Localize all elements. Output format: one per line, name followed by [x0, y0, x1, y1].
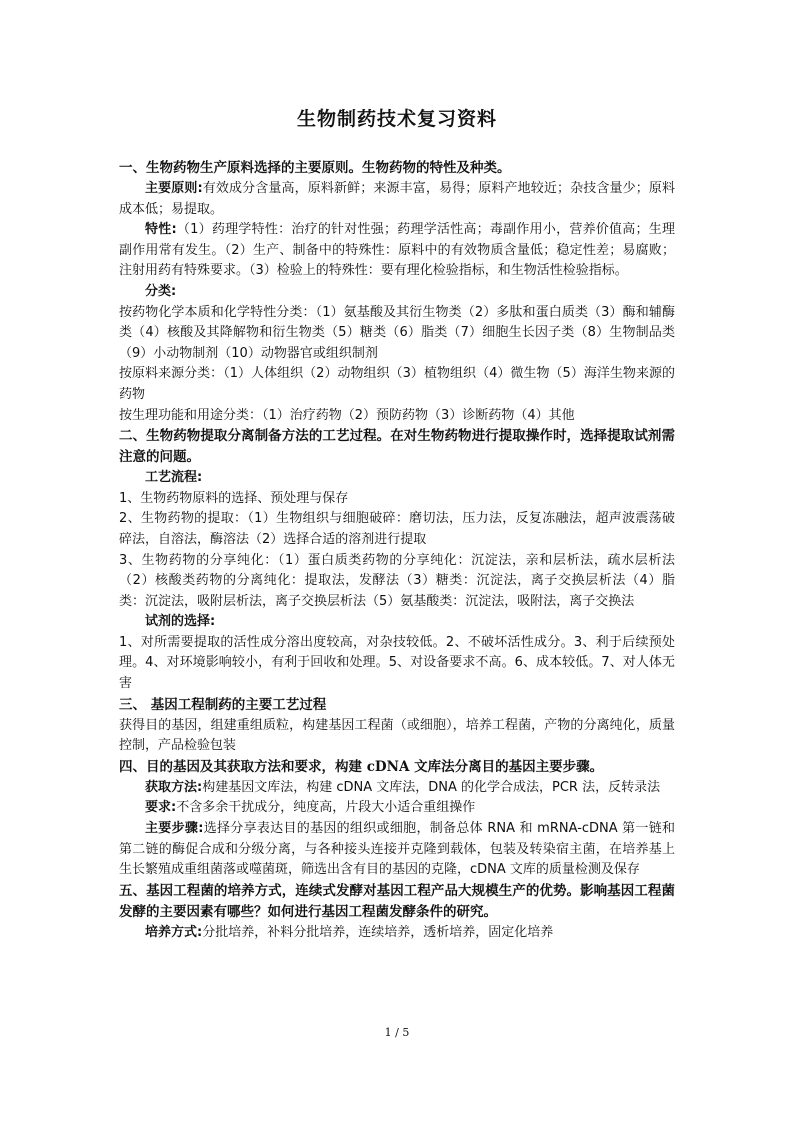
section-heading-3: 三、 基因工程制药的主要工艺过程	[119, 696, 327, 713]
classification-by-source: 按原料来源分类：（1）人体组织（2）动物组织（3）植物组织（4）微生物（5）海洋生物来源的药物	[119, 366, 675, 402]
section-heading-2: 二、生物药物提取分离制备方法的工艺过程。在对生物药物进行提取操作时，选择提取试剂需注意的问题。	[119, 428, 675, 466]
acquisition-method-paragraph	[119, 778, 675, 799]
requirements-paragraph	[119, 798, 675, 819]
main-steps-paragraph	[119, 819, 675, 881]
requirements-label: 要求:	[145, 800, 177, 816]
genetic-engineering-process-text: 获得目的基因，组建重组质粒，构建基因工程菌（或细胞），培养工程菌，产物的分离纯化，质量控制，产品检验包装	[119, 717, 675, 754]
process-flow-label: 工艺流程:	[145, 470, 203, 486]
classification-by-function: 按生理功能和用途分类：（1）治疗药物（2）预防药物（3）诊断药物（4）其他	[119, 407, 575, 423]
process-step-1: 1、生物药物原料的选择、预处理与保存	[119, 490, 349, 506]
process-step-3: 3、生物药物的分享纯化：（1）蛋白质类药物的分享纯化：沉淀法，亲和层析法，疏水层析法（2）核酸类药物的分离纯化：提取法，发酵法（3）糖类：沉淀法，离子交换层析法（4）脂类：沉淀法，吸附层析法，离子交换层析法（5）氨基酸类：沉淀法，吸附法，离子交换法	[119, 552, 675, 609]
features-paragraph	[119, 220, 675, 282]
main-steps-text: 选择分享表达目的基因的组织或细胞，制备总体 RNA 和 mRNA-cDNA 第一链和第二链的酶促合成和分级分离，与各种接头连接并克隆到载体，包装及转染宿主菌，在培养基上生长繁殖成重组菌落或噬菌斑，筛选出含有目的基因的克隆，cDNA 文库的质量检测及保存	[119, 821, 675, 878]
reagent-selection-text: 1、对所需要提取的活性成分溶出度较高，对杂技较低。2、不破坏活性成分。3、利于后续预处理。4、对环境影响较小，有利于回收和处理。5、对设备要求不高。6、成本较低。7、对人体无害	[119, 634, 675, 692]
features-label: 特性:	[145, 222, 177, 238]
requirements-text: 不含多余干扰成分，纯度高，片段大小适合重组操作	[176, 800, 476, 816]
reagent-selection-label: 试剂的选择:	[145, 614, 216, 630]
principles-label: 主要原则:	[145, 181, 203, 196]
acquisition-method-text: 构建基因文库法，构建 cDNA 文库法，DNA 的化学合成法，PCR 法，反转录法	[202, 779, 661, 795]
culture-methods-label: 培养方式:	[145, 924, 203, 940]
features-text: （1）药理学特性：治疗的针对性强；药理学活性高；毒副作用小，营养价值高；生理副作用常有发生。（2）生产、制备中的特殊性：原料中的有效物质含量低；稳定性差；易腐败；注射用药有特殊要求。（3）检验上的特殊性：要有理化检验指标，和生物活性检验指标。	[119, 222, 675, 279]
document-title: 生物制药技术复习资料	[296, 108, 497, 130]
culture-methods-text: 分批培养，补料分批培养，连续培养，透析培养，固定化培养	[202, 924, 554, 940]
section-heading-1: 一、生物药物生产原料选择的主要原则。生物药物的特性及种类。	[119, 160, 511, 176]
section-heading-5: 五、基因工程菌的培养方式，连续式发酵对基因工程产品大规模生产的优势。影响基因工程菌发酵的主要因素有哪些？如何进行基因工程菌发酵条件的研究。	[119, 882, 675, 920]
main-steps-label: 主要步骤:	[145, 821, 204, 837]
classification-label: 分类:	[145, 283, 177, 299]
section-heading-4: 四、目的基因及其获取方法和要求，构建 cDNA 文库法分离目的基因主要步骤。	[119, 758, 604, 775]
principles-paragraph	[119, 179, 675, 220]
process-step-2: 2、生物药物的提取：（1）生物组织与细胞破碎：磨切法，压力法，反复冻融法，超声波震荡破碎法，自溶法，酶溶法（2）选择合适的溶剂进行提取	[119, 511, 675, 547]
acquisition-method-label: 获取方法:	[145, 779, 203, 795]
page-number: 1 / 5	[384, 1026, 410, 1039]
classification-by-chemistry: 按药物化学本质和化学特性分类：（1）氨基酸及其衍生物类（2）多肽和蛋白质类（3）酶和辅酶类（4）核酸及其降解物和衍生物类（5）糖类（6）脂类（7）细胞生长因子类（8）生物制品类（9）小动物制剂（10）动物器官或组织制剂	[119, 304, 675, 361]
document-body	[119, 158, 675, 943]
principles-text: 有效成分含量高，原料新鲜；来源丰富，易得；原料产地较近；杂技含量少；原料成本低；易提取。	[119, 181, 675, 217]
culture-methods-paragraph	[119, 923, 675, 944]
